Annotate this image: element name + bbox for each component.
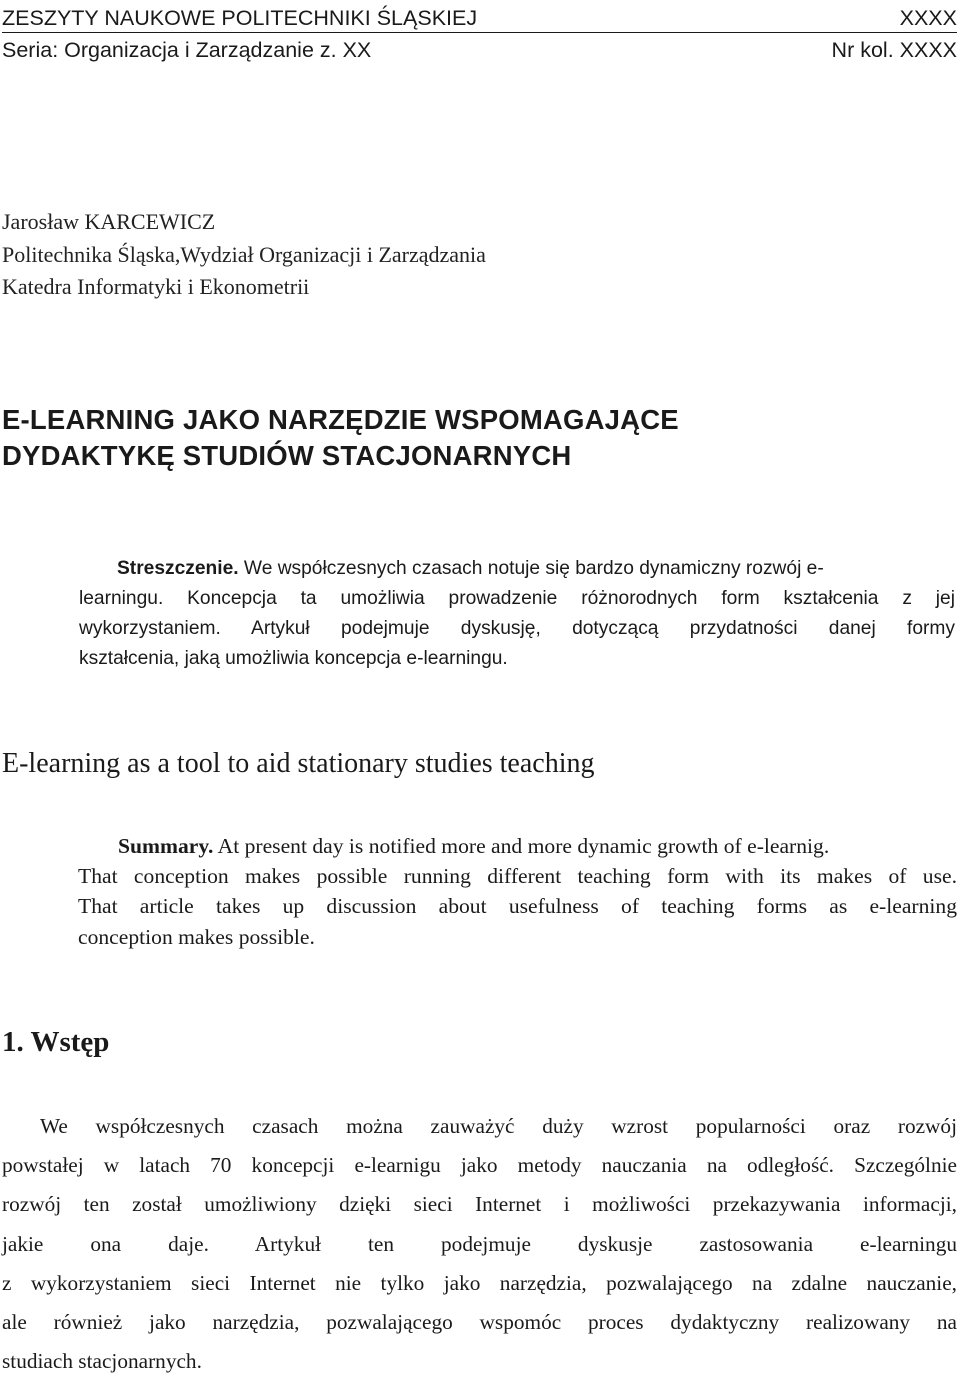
summary-line-3: That article takes up discussion about usefulness of teaching forms as e-learning: [78, 894, 957, 919]
summary-line-2: That conception makes possible running different teaching form with its makes of use.: [78, 864, 957, 889]
title-line-2: DYDAKTYKĘ STUDIÓW STACJONARNYCH: [2, 440, 572, 471]
abstract-line-3: wykorzystaniem. Artykuł podejmuje dyskusję, dotyczącą przydatności danej formy: [79, 618, 955, 639]
body-line-3: rozwój ten został umożliwiony dzięki sieci Internet i możliwości przekazywania informacji,: [2, 1192, 957, 1217]
summary-label: Summary.: [118, 834, 214, 858]
abstract-body: [79, 584, 955, 674]
title-line-1: E-LEARNING JAKO NARZĘDZIE WSPOMAGAJĄCE: [2, 404, 679, 435]
paper-title: [2, 402, 679, 474]
abstract-text-1: We współczesnych czasach notuje się bardzo dynamiczny rozwój e-: [238, 558, 824, 579]
abstract-line-2: learningu. Koncepcja ta umożliwia prowadzenie różnorodnych form kształcenia z jej: [79, 588, 955, 609]
author-affiliation: Politechnika Śląska,Wydział Organizacji i Zarządzania: [2, 241, 486, 267]
body-line-1: We współczesnych czasach można zauważyć duży wzrost popularności oraz rozwój: [40, 1114, 957, 1138]
author-name: Jarosław KARCEWICZ: [2, 209, 216, 234]
abstract-line-1: [117, 554, 955, 584]
abstract: [79, 554, 955, 674]
summary-line-4: conception makes possible.: [78, 924, 315, 949]
summary: [78, 831, 957, 952]
journal-year: XXXX: [899, 6, 957, 30]
author-block: [2, 206, 486, 304]
author-department: Katedra Informatyki i Ekonometrii: [2, 274, 310, 299]
abstract-label: Streszczenie.: [117, 558, 239, 579]
series-name: Seria: Organizacja i Zarządzanie z. XX: [2, 38, 372, 62]
body-line-5: z wykorzystaniem sieci Internet nie tylko jako narzędzia, pozwalającego na zdalne nauczanie,: [2, 1270, 957, 1295]
body-line-4: jakie ona daje. Artykuł ten podejmuje dyskusje zastosowania e-learningu: [2, 1231, 957, 1256]
issue-number: Nr kol. XXXX: [831, 38, 957, 62]
body-line-7: studiach stacjonarnych.: [2, 1349, 202, 1374]
summary-line-1: [78, 831, 957, 861]
english-title: E-learning as a tool to aid stationary studies teaching: [2, 748, 595, 779]
summary-text-1: At present day is notified more and more dynamic growth of e-learnig.: [213, 834, 830, 858]
header-divider: [2, 32, 957, 33]
body-line-2: powstałej w latach 70 koncepcji e-learnigu jako metody nauczania na odległość. Szczególnie: [2, 1153, 957, 1178]
abstract-line-4: kształcenia, jaką umożliwia koncepcja e-learningu.: [79, 648, 508, 669]
body-paragraph: [2, 1107, 957, 1381]
journal-name: ZESZYTY NAUKOWE POLITECHNIKI ŚLĄSKIEJ: [2, 6, 478, 30]
body-line-6: ale również jako narzędzia, pozwalającego wspomóc proces dydaktyczny realizowany na: [2, 1310, 957, 1335]
section-heading: 1. Wstęp: [2, 1026, 110, 1058]
